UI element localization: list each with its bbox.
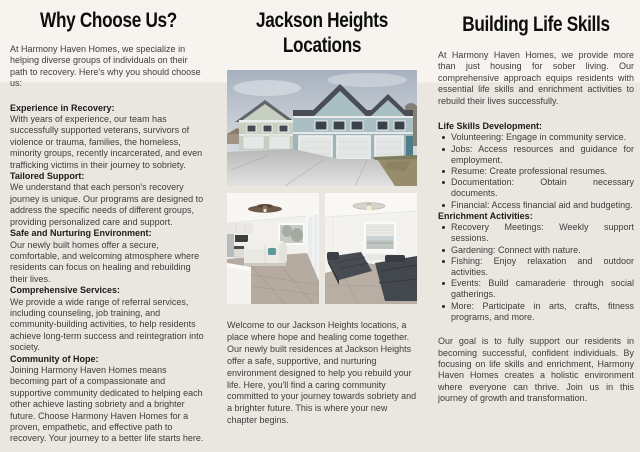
panel-building-life-skills xyxy=(438,0,634,405)
life-skills-development-heading: Life Skills Development: xyxy=(438,121,543,132)
section-body: With years of experience, our team has successfully supported veterans, survivors of violence or trauma, families, the homeless, minority groups, recently incarcerated, and even trafficking victims in their journey to sobriety. xyxy=(10,114,203,170)
jackson-heights-description: Welcome to our Jackson Heights locations, a place where hope and healing come together. Our newly built residences at Jackson Heights offer a safe, supportive, and nurturing environment designed to help you rebuild your life. Here, you'll find a caring community committed to your journey towards sobriety and a brighter future. This is where your new chapter begins. xyxy=(227,320,417,426)
life-skills-intro: At Harmony Haven Homes, we provide more than just housing for sober living. Our comprehensive approach equips residents with essential life skills and enrichment activities to rebuild their lives successfully. xyxy=(438,50,634,106)
section-heading: Experience in Recovery: xyxy=(10,102,115,113)
list-item: Financial: Access financial aid and budgeting. xyxy=(451,199,633,210)
section-heading: Comprehensive Services: xyxy=(10,285,121,296)
building-life-skills-title: Building Life Skills xyxy=(462,12,610,36)
section-experience-in-recovery xyxy=(10,103,207,171)
why-choose-us-intro: At Harmony Haven Homes, we specialize in helping diverse groups of individuals on their path to recovery. Here's why you should choose us: xyxy=(10,44,201,89)
section-body: Our newly built homes offer a secure, comfortable, and welcoming atmosphere where residents can focus on healing and rebuilding their lives. xyxy=(10,239,200,284)
life-skills-closing: Our goal is to fully support our residents in becoming successful, confident individuals. By focusing on life skills and enrichment, Harmony Haven Homes creates a holistic environment where everyone can thrive. Join us in this journey of growth and transformation. xyxy=(438,336,634,404)
section-tailored-support xyxy=(10,171,207,228)
interior-photos-row xyxy=(227,193,417,304)
why-choose-us-title: Why Choose Us? xyxy=(40,8,177,32)
section-body: Joining Harmony Haven Homes means becoming part of a compassionate and supportive community dedicated to helping each other achieve lasting sobriety and a brighter future. Choose Harmony Haven Homes for a proven, empathetic, and effective path to recovery. Your journey to a better life starts here. xyxy=(10,364,204,444)
list-item: More: Participate in arts, crafts, fitness programs, and more. xyxy=(451,300,634,322)
enrichment-activities-heading: Enrichment Activities: xyxy=(438,210,533,221)
bedroom-photo xyxy=(325,193,417,304)
enrichment-activities-list xyxy=(438,222,634,323)
list-item: Documentation: Obtain necessary documents. xyxy=(451,177,634,199)
life-skills-list xyxy=(438,132,634,210)
jackson-heights-title: Jackson Heights Locations xyxy=(256,8,388,57)
section-body: We understand that each person's recovery journey is unique. Our programs are designed to address the specific needs of different groups, providing personalized care and support. xyxy=(10,182,204,227)
townhomes-exterior-photo xyxy=(227,70,417,186)
list-item: Jobs: Access resources and guidance for employment. xyxy=(451,143,634,165)
list-item: Events: Build camaraderie through social gatherings. xyxy=(451,278,634,300)
section-community-of-hope xyxy=(10,354,207,445)
section-body: We provide a wide range of referral services, including counseling, job training, and community-building activities, to help residents achieve long-term success and reintegration into society. xyxy=(10,296,204,353)
panel-why-choose-us xyxy=(10,0,207,445)
list-item: Recovery Meetings: Weekly support sessions. xyxy=(451,222,634,244)
section-comprehensive-services xyxy=(10,285,207,353)
panel-jackson-heights xyxy=(227,0,417,427)
list-item: Volunteering: Engage in community service. xyxy=(451,132,634,143)
living-room-photo xyxy=(227,193,319,304)
section-heading: Tailored Support: xyxy=(10,171,85,182)
section-heading: Community of Hope: xyxy=(10,353,99,364)
list-item: Fishing: Enjoy relaxation and outdoor activities. xyxy=(451,255,634,278)
section-heading: Safe and Nurturing Environment: xyxy=(10,228,152,239)
list-item: Gardening: Connect with nature. xyxy=(451,245,634,256)
list-item: Resume: Create professional resumes. xyxy=(451,166,634,177)
section-safe-environment xyxy=(10,228,207,285)
